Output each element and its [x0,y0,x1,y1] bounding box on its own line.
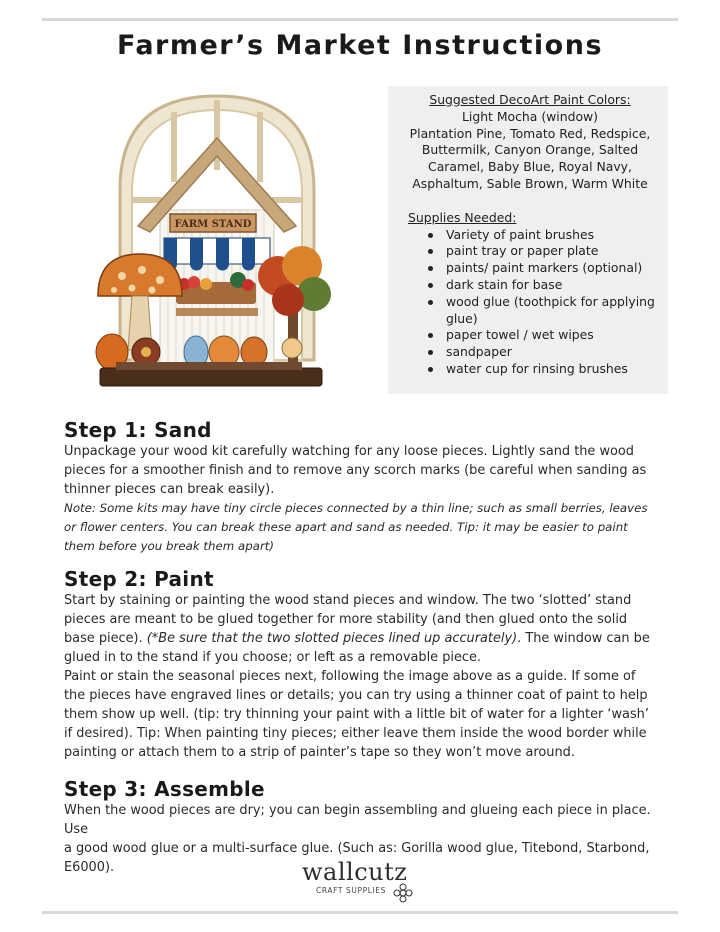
supplies-heading: Supplies Needed: [408,209,517,225]
top-divider [42,18,678,21]
paint-colors-line: Buttermilk, Canyon Orange, Salted [421,142,639,158]
step2-body [64,591,664,762]
step1-line: pieces for a smoother finish and to remove any scorch marks (be careful when sanding as [64,463,647,478]
farm-stand-illustration [92,90,342,398]
step2-line: glued in to the stand if you choose; or left as a removable piece. [64,650,482,665]
flower-icon [392,882,414,904]
step2-text: . The window can be [517,631,650,646]
step2-line: pieces are meant to be glued together for more stability (and then glued onto the solid [64,612,628,627]
step2-line: the pieces have engraved lines or details; you can try using a thinner coat of paint to help [64,688,648,703]
bottom-divider [42,911,678,914]
supplies-item: water cup for rinsing brushes [426,361,658,378]
supplies-item: wood glue (toothpick for applying glue) [426,294,658,328]
step2-line: Start by staining or painting the wood stand pieces and window. The two ‘slotted’ stand [64,593,632,608]
supplies-item: paints/ paint markers (optional) [426,260,658,277]
paint-colors-line: Caramel, Baby Blue, Royal Navy, [428,159,632,175]
step1-note-line: or flower centers. You can break these apart and sand as needed. Tip: it may be easier to paint [64,520,628,534]
step3-line: a good wood glue or a multi-surface glue. (Such as: Gorilla wood glue, Titebond, Starbond, [64,841,650,856]
step3-line: When the wood pieces are dry; you can begin assembling and glueing each piece in place. Use [64,803,651,837]
step2-line: them show up well. (tip: try thinning your paint with a little bit of water for a lighter ‘wash’ [64,707,649,722]
step2-heading: Step 2: Paint [64,567,214,591]
logo-subtitle: CRAFT SUPPLIES [316,886,387,895]
step1-body [64,442,664,556]
wallcutz-logo [296,858,426,908]
supplies-item: sandpaper [426,344,658,361]
supplies-item: paper towel / wet wipes [426,327,658,344]
step1-line: Unpackage your wood kit carefully watching for any loose pieces. Lightly sand the wood [64,444,634,459]
supplies-item: Variety of paint brushes [426,227,658,244]
paint-colors-list [402,109,658,193]
info-box [388,86,668,394]
page-title: Farmer’s Market Instructions [116,30,604,61]
step1-note-line: Note: Some kits may have tiny circle pieces connected by a thin line; such as small berries, leaves [64,501,648,515]
logo-wordmark: wallcutz [302,858,408,886]
step3-line: E6000). [64,860,115,875]
paint-colors-line: Plantation Pine, Tomato Red, Redspice, [409,125,651,141]
supplies-item: dark stain for base [426,277,658,294]
paint-colors-heading: Suggested DecoArt Paint Colors: [429,92,631,107]
step1-heading: Step 1: Sand [64,418,212,442]
farm-stand-sign-text: FARM STAND [174,219,252,230]
step2-italic-text: (*Be sure that the two slotted pieces lined up accurately) [146,631,518,646]
step3-heading: Step 3: Assemble [64,777,265,801]
step2-line [64,629,664,648]
step2-text: base piece). [64,631,147,646]
paint-colors-line: Asphaltum, Sable Brown, Warm White [412,175,648,191]
step2-line: painting or attach them to a strip of painter’s tape so they won’t move around. [64,745,575,760]
step1-note-line: them before you break them apart) [64,539,275,553]
supplies-list [426,227,658,378]
step1-line: thinner pieces can break easily). [64,482,275,497]
step2-line: if desired). Tip: When painting tiny pieces; either leave them inside the wood border while [64,726,647,741]
supplies-item: paint tray or paper plate [426,243,658,260]
paint-colors-line: Light Mocha (window) [461,108,598,124]
step2-line: Paint or stain the seasonal pieces next, following the image above as a guide. If some of [64,669,636,684]
